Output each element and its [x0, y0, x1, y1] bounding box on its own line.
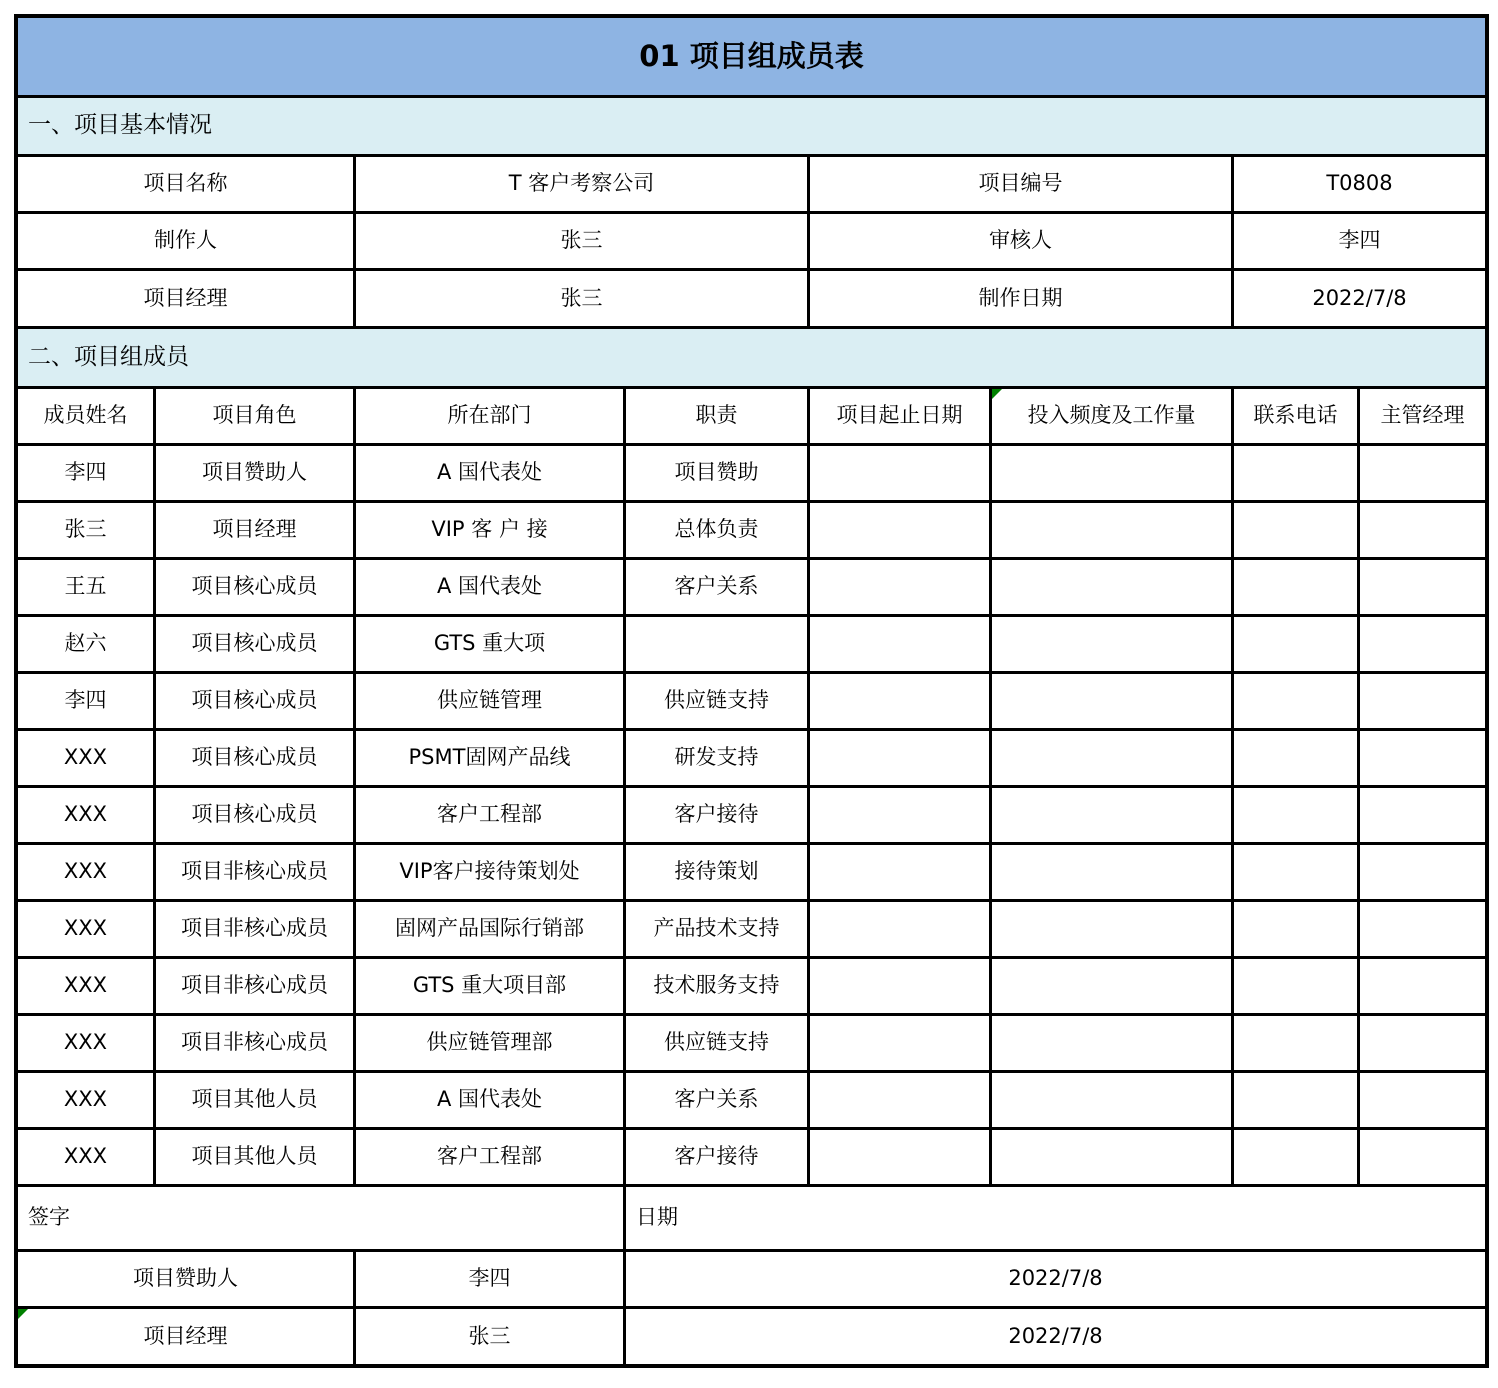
- member-duty: 技术服务支持: [626, 959, 807, 1013]
- member-role: 项目赞助人: [156, 446, 353, 500]
- member-phone: [1234, 617, 1357, 671]
- member-role: 项目核心成员: [156, 788, 353, 842]
- member-dept: A 国代表处: [356, 560, 623, 614]
- member-phone: [1234, 1130, 1357, 1184]
- info-value: 张三: [356, 271, 807, 326]
- column-header: 主管经理: [1360, 389, 1485, 443]
- project-team-table: [14, 14, 1489, 1368]
- member-duty: 供应链支持: [626, 674, 807, 728]
- member-role: 项目核心成员: [156, 674, 353, 728]
- green-corner-triangle-icon: [18, 1309, 28, 1319]
- signature-date: 2022/7/8: [626, 1309, 1485, 1364]
- member-duty: 接待策划: [626, 845, 807, 899]
- sign-label: 签字: [18, 1187, 623, 1249]
- column-header: [992, 389, 1231, 443]
- member-phone: [1234, 560, 1357, 614]
- member-dates: [810, 788, 989, 842]
- member-name: XXX: [18, 1073, 153, 1127]
- member-phone: [1234, 1073, 1357, 1127]
- member-dept: VIP 客 户 接: [356, 503, 623, 557]
- member-dates: [810, 731, 989, 785]
- member-role: 项目其他人员: [156, 1130, 353, 1184]
- member-name: XXX: [18, 845, 153, 899]
- info-label: 项目经理: [18, 271, 353, 326]
- section-members-heading: 二、项目组成员: [18, 329, 1485, 386]
- member-workload: [992, 845, 1231, 899]
- member-dates: [810, 446, 989, 500]
- info-label: 项目编号: [810, 157, 1231, 211]
- member-workload: [992, 674, 1231, 728]
- member-name: 李四: [18, 446, 153, 500]
- member-duty: 产品技术支持: [626, 902, 807, 956]
- member-workload: [992, 503, 1231, 557]
- member-dept: 供应链管理部: [356, 1016, 623, 1070]
- info-label: 项目名称: [18, 157, 353, 211]
- member-duty: 项目赞助: [626, 446, 807, 500]
- info-label: 审核人: [810, 214, 1231, 268]
- info-value: T 客户考察公司: [356, 157, 807, 211]
- member-manager: [1360, 1073, 1485, 1127]
- member-name: 李四: [18, 674, 153, 728]
- member-workload: [992, 617, 1231, 671]
- column-header: 职责: [626, 389, 807, 443]
- member-dates: [810, 845, 989, 899]
- date-label: 日期: [626, 1187, 1485, 1249]
- member-phone: [1234, 902, 1357, 956]
- member-manager: [1360, 560, 1485, 614]
- member-dept: 客户工程部: [356, 1130, 623, 1184]
- member-dept: PSMT固网产品线: [356, 731, 623, 785]
- info-value: 2022/7/8: [1234, 271, 1485, 326]
- member-dept: GTS 重大项目部: [356, 959, 623, 1013]
- member-dates: [810, 902, 989, 956]
- member-duty: 客户关系: [626, 560, 807, 614]
- member-duty: 客户关系: [626, 1073, 807, 1127]
- member-dept: 固网产品国际行销部: [356, 902, 623, 956]
- member-phone: [1234, 959, 1357, 1013]
- member-dept: A 国代表处: [356, 446, 623, 500]
- member-dates: [810, 560, 989, 614]
- member-name: XXX: [18, 731, 153, 785]
- info-value: 张三: [356, 214, 807, 268]
- info-label: 制作人: [18, 214, 353, 268]
- member-role: 项目非核心成员: [156, 959, 353, 1013]
- member-name: XXX: [18, 902, 153, 956]
- member-dept: GTS 重大项: [356, 617, 623, 671]
- member-name: 赵六: [18, 617, 153, 671]
- member-manager: [1360, 617, 1485, 671]
- signature-role: 项目赞助人: [18, 1252, 353, 1306]
- member-manager: [1360, 902, 1485, 956]
- member-name: XXX: [18, 1016, 153, 1070]
- member-role: 项目经理: [156, 503, 353, 557]
- member-workload: [992, 902, 1231, 956]
- member-duty: 研发支持: [626, 731, 807, 785]
- member-manager: [1360, 731, 1485, 785]
- member-dates: [810, 1130, 989, 1184]
- member-phone: [1234, 446, 1357, 500]
- member-role: 项目非核心成员: [156, 902, 353, 956]
- signature-role: [18, 1309, 353, 1364]
- member-manager: [1360, 959, 1485, 1013]
- member-manager: [1360, 674, 1485, 728]
- member-duty: 总体负责: [626, 503, 807, 557]
- column-header-label: 投入频度及工作量: [1027, 403, 1196, 428]
- signature-name: 李四: [356, 1252, 623, 1306]
- member-dates: [810, 617, 989, 671]
- member-role: 项目核心成员: [156, 560, 353, 614]
- column-header: 联系电话: [1234, 389, 1357, 443]
- info-value: 李四: [1234, 214, 1485, 268]
- member-name: 王五: [18, 560, 153, 614]
- signature-date: 2022/7/8: [626, 1252, 1485, 1306]
- column-header: 项目起止日期: [810, 389, 989, 443]
- member-duty: 供应链支持: [626, 1016, 807, 1070]
- section-basic-heading: 一、项目基本情况: [18, 98, 1485, 154]
- member-dept: 客户工程部: [356, 788, 623, 842]
- member-workload: [992, 788, 1231, 842]
- member-name: XXX: [18, 1130, 153, 1184]
- column-header: 成员姓名: [18, 389, 153, 443]
- member-workload: [992, 560, 1231, 614]
- member-manager: [1360, 1016, 1485, 1070]
- member-phone: [1234, 674, 1357, 728]
- member-role: 项目核心成员: [156, 617, 353, 671]
- info-value: T0808: [1234, 157, 1485, 211]
- member-duty: 客户接待: [626, 788, 807, 842]
- member-dates: [810, 1016, 989, 1070]
- member-role: 项目非核心成员: [156, 845, 353, 899]
- member-role: 项目非核心成员: [156, 1016, 353, 1070]
- member-workload: [992, 1016, 1231, 1070]
- member-manager: [1360, 1130, 1485, 1184]
- signature-role-label: 项目经理: [143, 1323, 228, 1348]
- member-role: 项目核心成员: [156, 731, 353, 785]
- member-dates: [810, 1073, 989, 1127]
- info-label: 制作日期: [810, 271, 1231, 326]
- member-dates: [810, 674, 989, 728]
- member-dates: [810, 503, 989, 557]
- member-dept: 供应链管理: [356, 674, 623, 728]
- member-manager: [1360, 503, 1485, 557]
- member-workload: [992, 446, 1231, 500]
- member-dates: [810, 959, 989, 1013]
- member-workload: [992, 1073, 1231, 1127]
- member-dept: A 国代表处: [356, 1073, 623, 1127]
- member-duty: [626, 617, 807, 671]
- page-title: 01 项目组成员表: [18, 18, 1485, 95]
- member-dept: VIP客户接待策划处: [356, 845, 623, 899]
- column-header: 项目角色: [156, 389, 353, 443]
- member-phone: [1234, 731, 1357, 785]
- member-workload: [992, 731, 1231, 785]
- member-workload: [992, 1130, 1231, 1184]
- member-name: 张三: [18, 503, 153, 557]
- member-phone: [1234, 845, 1357, 899]
- member-name: XXX: [18, 788, 153, 842]
- member-workload: [992, 959, 1231, 1013]
- member-phone: [1234, 788, 1357, 842]
- member-manager: [1360, 845, 1485, 899]
- member-phone: [1234, 1016, 1357, 1070]
- signature-name: 张三: [356, 1309, 623, 1364]
- member-name: XXX: [18, 959, 153, 1013]
- green-corner-triangle-icon: [992, 389, 1002, 399]
- member-manager: [1360, 788, 1485, 842]
- member-role: 项目其他人员: [156, 1073, 353, 1127]
- member-duty: 客户接待: [626, 1130, 807, 1184]
- column-header: 所在部门: [356, 389, 623, 443]
- member-manager: [1360, 446, 1485, 500]
- member-phone: [1234, 503, 1357, 557]
